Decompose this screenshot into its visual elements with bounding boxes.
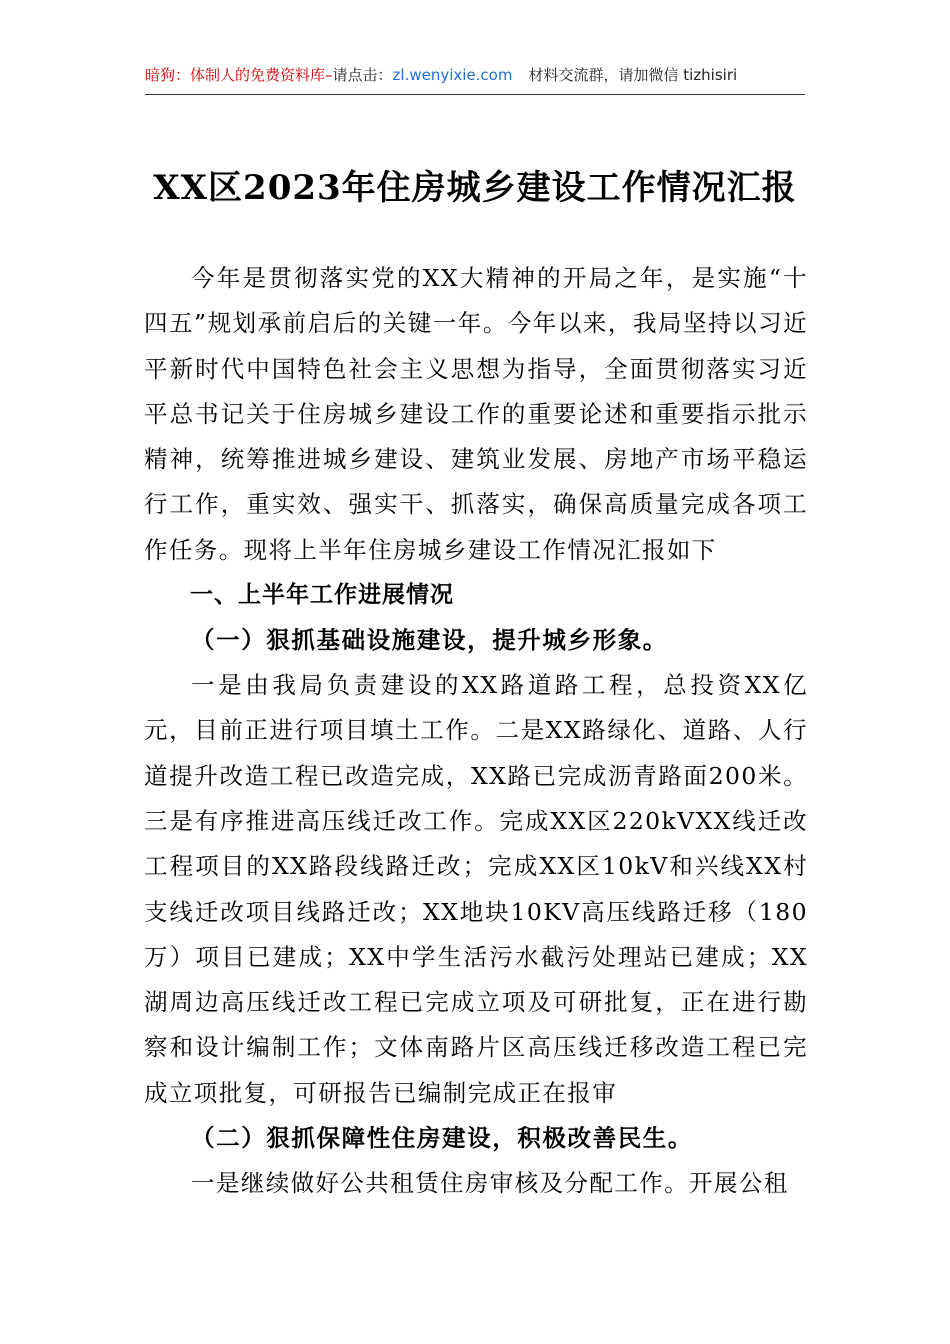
subsection-heading: （二）狠抓保障性住房建设，积极改善民生。 [191,1124,693,1153]
subsection-heading: （一）狠抓基础设施建设，提升城乡形象。 [191,626,668,655]
watermark-header [145,62,805,95]
header-brand: 暗狗：体制人的免费资料库 [145,66,326,84]
document-body [144,256,808,1206]
header-separator: – [325,66,333,84]
document-title: XX区2023年住房城乡建设工作情况汇报 [153,168,797,208]
intro-paragraph: 今年是贯彻落实党的XX大精神的开局之年，是实施“十四五”规划承前启后的关键一年。今年以来，我局坚持以习近平新时代中国特色社会主义思想为指导，全面贯彻落实习近平总书记关于住房城乡建设工作的重要论述和重要指示批示精神，统筹推进城乡建设、建筑业发展、房地产市场平稳运行工作，重实效、强实干、抓落实，确保高质量完成各项工作任务。现将上半年住房城乡建设工作情况汇报如下 [144,264,808,564]
section-heading: 一、上半年工作进展情况 [190,582,454,609]
header-prompt: 请点击： [332,66,393,84]
header-link[interactable]: zl.wenyixie.com [392,66,513,84]
body-paragraph: 一是继续做好公共租赁住房审核及分配工作。开展公租 [191,1169,789,1198]
header-contact: 材料交流群，请加微信 tizhisiri [528,66,738,84]
body-paragraph: 一是由我局负责建设的XX路道路工程，总投资XX亿元，目前正进行项目填土工作。二是XX路绿化、道路、人行道提升改造工程已改造完成，XX路已完成沥青路面200米。三是有序推进高压线迁改工作。完成XX区220kVXX线迁改工程项目的XX路段线路迁改；完成XX区10kV和兴线XX村支线迁改项目线路迁改；XX地块10KV高压线路迁移（180万）项目已建成；XX中学生活污水截污处理站已建成；XX湖周边高压线迁改工程已完成立项及可研批复，正在进行勘察和设计编制工作；文体南路片区高压线迁移改造工程已完成立项批复，可研报告已编制完成正在报审 [144,671,808,1107]
